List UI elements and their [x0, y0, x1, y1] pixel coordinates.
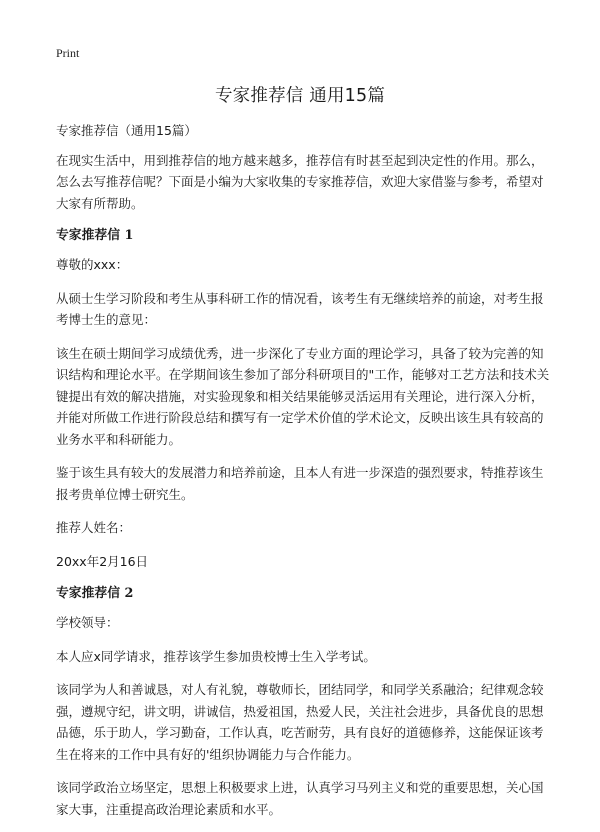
page-title: 专家推荐信 通用15篇 [214, 86, 386, 106]
paragraph: 鉴于该生具有较大的发展潜力和培养前途，且本人有进一步深造的强烈要求，特推荐该生报考贵单位博士研究生。 [56, 465, 544, 502]
paragraph: 本人应x同学请求，推荐该学生参加贵校博士生入学考试。 [56, 648, 376, 664]
document-subtitle: 专家推荐信（通用15篇） [56, 123, 197, 138]
letter-date: 20xx年2月16日 [56, 553, 149, 569]
signature-label: 推荐人姓名： [56, 520, 132, 535]
paragraph: 该同学为人和善诚恳，对人有礼貌，尊敬师长，团结同学，和同学关系融洽；纪律观念较强，遵规守纪，讲文明，讲诚信，热爱祖国，热爱人民，关注社会进步，具备优良的思想品德，乐于助人，学习勤奋，工作认真，吃苦耐劳，具有良好的道德修养，这能保证该考生在将来的工作中具有好的'组织协调能力与合作能力。 [56, 682, 544, 762]
section-heading-2: 专家推荐信 2 [56, 586, 134, 601]
salutation-2: 学校领导： [56, 615, 119, 630]
intro-paragraph: 在现实生活中，用到推荐信的地方越来越多，推荐信有时甚至起到决定性的作用。那么，怎么去写推荐信呢？下面是小编为大家收集的专家推荐信，欢迎大家借鉴与参考，希望对大家有所帮助。 [56, 152, 544, 211]
section-heading-1: 专家推荐信 1 [56, 228, 134, 243]
salutation-1: 尊敬的xxx： [56, 257, 129, 272]
paragraph: 从硕士生学习阶段和考生从事科研工作的情况看，该考生有无继续培养的前途，对考生报考博士生的意见： [56, 290, 544, 327]
print-link[interactable]: Print [56, 46, 80, 60]
paragraph: 该同学政治立场坚定，思想上积极要求上进，认真学习马列主义和党的重要思想，关心国家大事，注重提高政治理论素质和水平。 [56, 780, 544, 817]
paragraph: 该生在硕士期间学习成绩优秀，进一步深化了专业方面的理论学习，具备了较为完善的知识结构和理论水平。在学期间该生参加了部分科研项目的"工作，能够对工艺方法和技术关键提出有效的解决措施，对实验现象和相关结果能够灵活运用有关理论，进行深入分析，并能对所做工作进行阶段总结和撰写有一定学术价值的学术论文，反映出该生具有较高的业务水平和科研能力。 [56, 345, 550, 447]
document-body [56, 120, 552, 832]
